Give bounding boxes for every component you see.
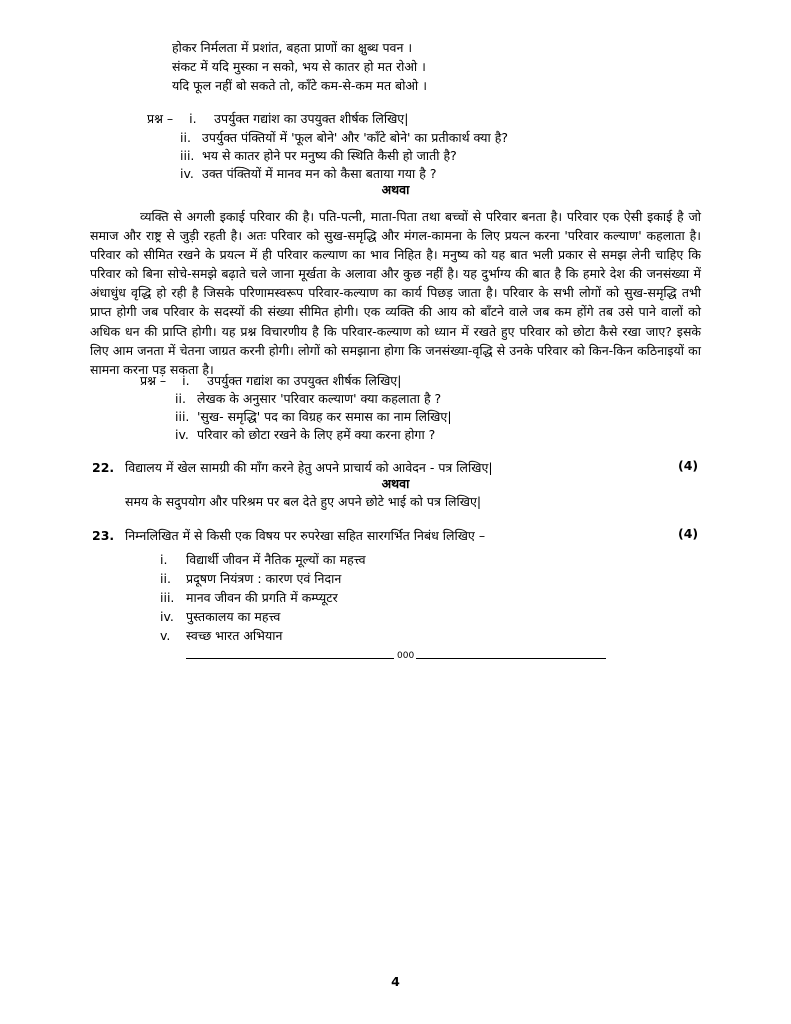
question-item: ii. उपर्युक्त पंक्तियों में 'फूल बोने' और 'काँटे बोने' का प्रतीकार्थ क्या है? <box>180 130 508 145</box>
question-number: 23. <box>92 528 115 543</box>
question-item: iii. 'सुख- समृद्धि' पद का विग्रह कर समास का नाम लिखिए| <box>175 409 452 424</box>
question-item: iv. उक्त पंक्तियों में मानव मन को कैसा बताया गया है ? <box>180 166 437 181</box>
question-item: iv. परिवार को छोटा रखने के लिए हमें क्या करना होगा ? <box>175 427 436 442</box>
list-item: ii. प्रदूषण नियंत्रण : कारण एवं निदान <box>160 571 342 586</box>
essay-topic-list <box>160 550 366 645</box>
question-item: iii. भय से कातर होने पर मनुष्य की स्थिति कैसी हो जाती है? <box>180 148 457 163</box>
end-marker: 000 <box>397 651 415 661</box>
question-item: ii. लेखक के अनुसार 'परिवार कल्याण' क्या कहलाता है ? <box>175 391 442 406</box>
page-number: 4 <box>391 974 400 989</box>
prose-passage: व्यक्ति से अगली इकाई परिवार की है। पति-पत्नी, माता-पिता तथा बच्चों से परिवार बनता है। परिवार एक ऐसी इकाई है जो समाज और राष्ट्र से जुड़ी रहती है। अतः परिवार को सुख-समृद्धि और मंगल-कामना के लिए प्रयत्न करना 'परिवार कल्याण' कहलाता है। परिवार को सीमित रखने के प्रयत्न में ही परिवार कल्याण का भाव निहित है। मनुष्य को यह बात भली प्रकार से समझ लेनी चाहिए कि परिवार को बिना सोचे-समझे बढ़ाते चले जाना मूर्खता के अलावा और कुछ नहीं है। यह दुर्भाग्य की बात है कि हमारे देश की जनसंख्या में अंधाधुंध वृद्धि हो रही है जिसके परिणामस्वरूप परिवार-कल्याण का कार्य पिछड़ जाता है। परिवार के सभी लोगों को सुख-समृद्धि तभी प्राप्त होगी जब परिवार के सदस्यों की संख्या सीमित होगी। एक व्यक्ति की आय को बाँटने वाले जब कम होंगे तब उसे पाने वालों को अधिक धन की प्राप्ति होगी। यह प्रश्न विचारणीय है कि परिवार-कल्याण को ध्यान में रखते हुए परिवार को छोटा कैसे रखा जाए? इसके लिए आम जनता में चेतना जाग्रत करनी होगी। लोगों को समझाना होगा कि जनसंख्या-वृद्धि से उनके परिवार को किन-किन कठिनाइयों का सामना करना पड़ सकता है। <box>90 209 701 377</box>
question-item: प्रश्न – i. उपर्युक्त गद्यांश का उपयुक्त शीर्षक लिखिए| <box>147 111 409 126</box>
question-label: प्रश्न – <box>147 111 174 126</box>
list-item: v. स्वच्छ भारत अभियान <box>160 628 283 643</box>
list-item: i. विद्यार्थी जीवन में नैतिक मूल्यों का महत्त्व <box>160 552 366 567</box>
question-text: निम्नलिखित में से किसी एक विषय पर रुपरेखा सहित सारगर्भित निबंध लिखिए – <box>125 528 486 543</box>
poem-line: होकर निर्मलता में प्रशांत, बहता प्राणों का क्षुब्ध पवन । <box>172 40 413 55</box>
question-alt-text: समय के सदुपयोग और परिश्रम पर बल देते हुए अपने छोटे भाई को पत्र लिखिए| <box>125 494 482 509</box>
question-number: 22. <box>92 460 115 475</box>
poem-line: यदि फूल नहीं बो सकते तो, काँटे कम-से-कम मत बोओ । <box>172 78 427 93</box>
list-item: iii. मानव जीवन की प्रगति में कम्प्यूटर <box>160 590 338 605</box>
list-item: iv. पुस्तकालय का महत्त्व <box>160 609 281 624</box>
or-heading: अथवा <box>381 476 410 491</box>
question-label: प्रश्न – <box>140 373 167 388</box>
or-heading: अथवा <box>381 182 410 197</box>
marks: (4) <box>678 526 699 541</box>
question-text: विद्यालय में खेल सामग्री की माँग करने हेतु अपने प्राचार्य को आवेदन - पत्र लिखिए| <box>125 460 493 475</box>
poem-line: संकट में यदि मुस्का न सको, भय से कातर हो मत रोओ । <box>172 59 426 74</box>
marks: (4) <box>678 458 699 473</box>
question-item: प्रश्न – i. उपर्युक्त गद्यांश का उपयुक्त शीर्षक लिखिए| <box>140 373 402 388</box>
poem-excerpt <box>172 38 427 95</box>
